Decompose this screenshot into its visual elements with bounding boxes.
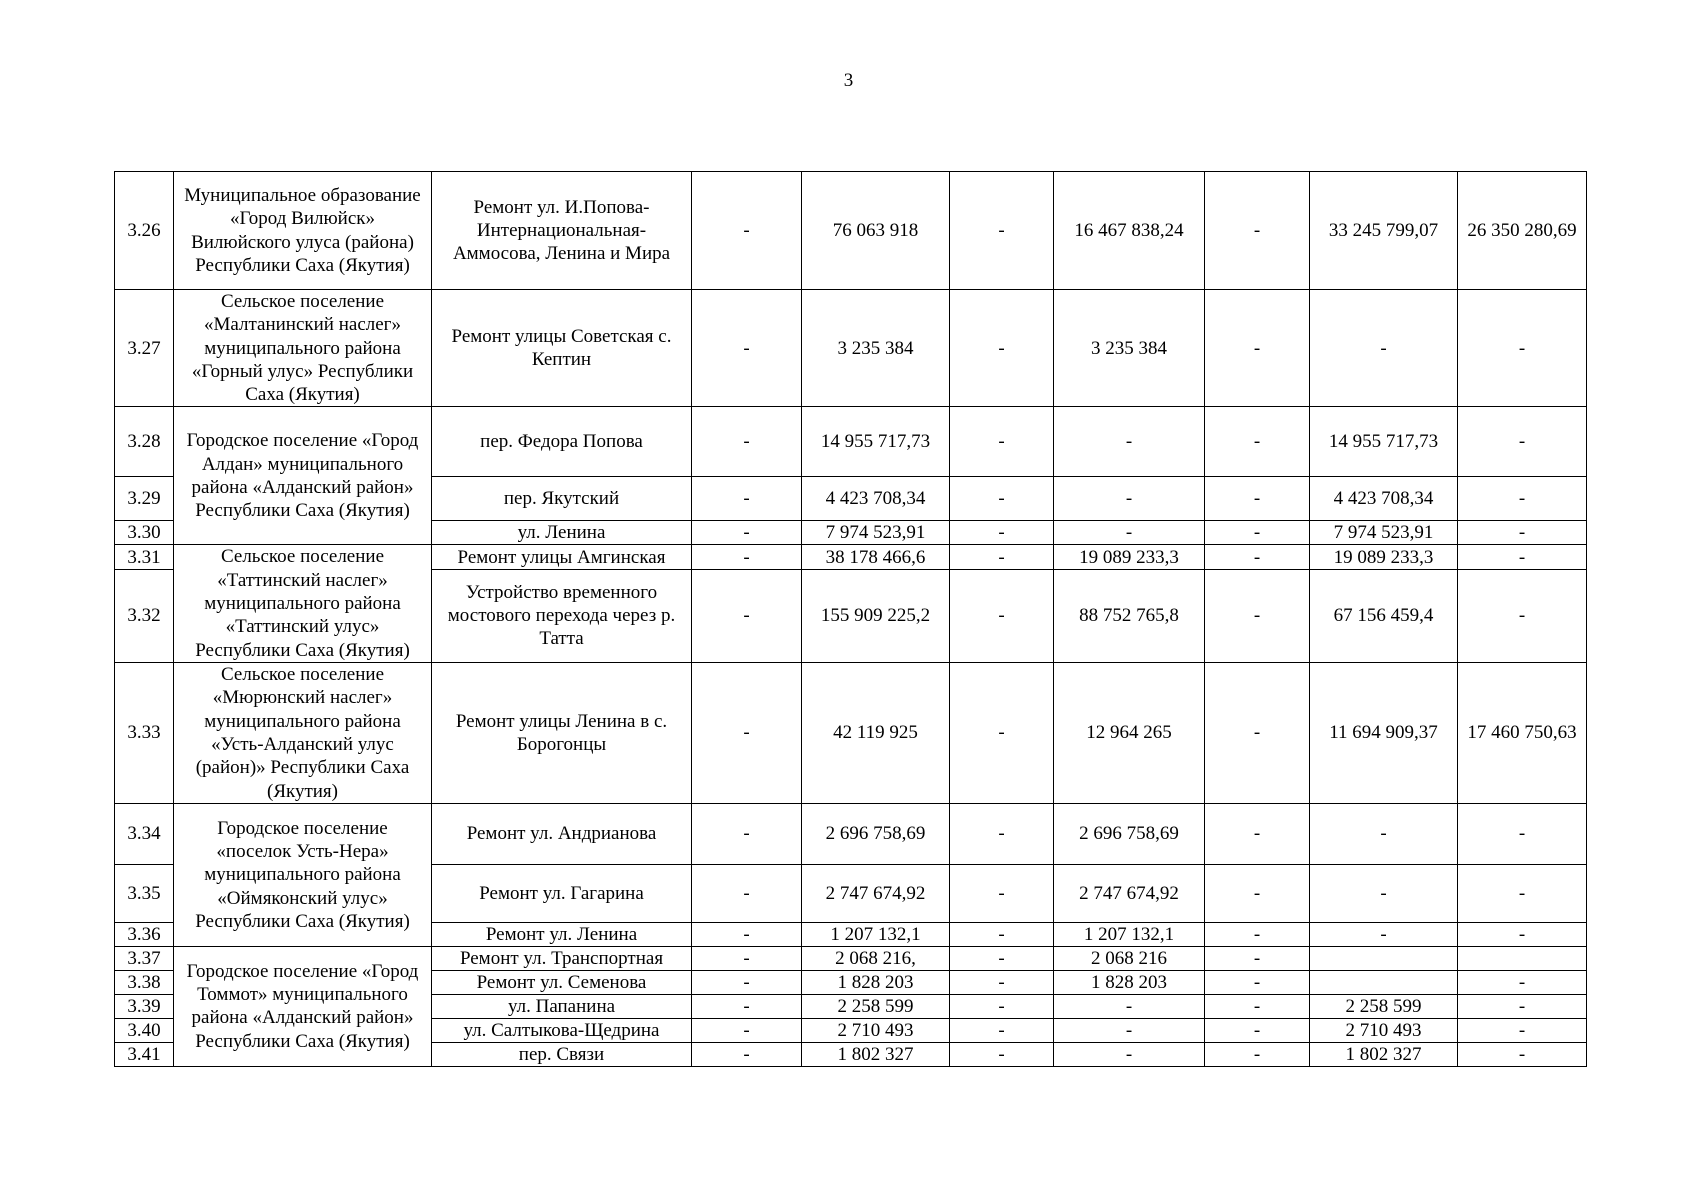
funding-table [114, 171, 1587, 1067]
value-cell: 12 964 265 [1054, 662, 1205, 803]
value-cell: 17 460 750,63 [1458, 662, 1587, 803]
value-cell: - [1458, 569, 1587, 662]
row-number: 3.39 [115, 994, 174, 1018]
value-cell: 16 467 838,24 [1054, 172, 1205, 290]
value-cell: - [1458, 994, 1587, 1018]
value-cell [1310, 946, 1458, 970]
object-cell: Ремонт улицы Амгинская [432, 545, 692, 569]
row-number: 3.34 [115, 803, 174, 864]
row-number: 3.40 [115, 1018, 174, 1042]
value-cell: 1 207 132,1 [802, 922, 950, 946]
value-cell: - [950, 407, 1054, 477]
value-cell: - [692, 922, 802, 946]
value-cell: 1 802 327 [802, 1042, 950, 1066]
object-cell: Ремонт ул. Гагарина [432, 864, 692, 922]
value-cell: - [1205, 521, 1310, 545]
value-cell: - [1458, 1042, 1587, 1066]
value-cell: 2 710 493 [802, 1018, 950, 1042]
page-number: 3 [843, 70, 854, 91]
value-cell: - [1054, 994, 1205, 1018]
value-cell: - [692, 1042, 802, 1066]
object-cell: Ремонт ул. И.Попова-Интернациональная-Аммосова, Ленина и Мира [432, 172, 692, 290]
value-cell: 7 974 523,91 [802, 521, 950, 545]
value-cell: 2 068 216 [1054, 946, 1205, 970]
value-cell: 76 063 918 [802, 172, 950, 290]
value-cell: - [692, 172, 802, 290]
value-cell: 26 350 280,69 [1458, 172, 1587, 290]
value-cell: 2 258 599 [1310, 994, 1458, 1018]
table-row [115, 407, 1587, 477]
value-cell: - [1054, 1018, 1205, 1042]
value-cell: 3 235 384 [802, 290, 950, 407]
value-cell: - [950, 569, 1054, 662]
value-cell: 2 747 674,92 [1054, 864, 1205, 922]
table-row [115, 545, 1587, 569]
value-cell: - [692, 521, 802, 545]
value-cell: 19 089 233,3 [1310, 545, 1458, 569]
value-cell: - [1205, 946, 1310, 970]
value-cell: - [1054, 477, 1205, 521]
value-cell: - [950, 970, 1054, 994]
table-row [115, 803, 1587, 864]
value-cell: 67 156 459,4 [1310, 569, 1458, 662]
object-cell: Устройство временного мостового перехода через р. Татта [432, 569, 692, 662]
value-cell: - [950, 946, 1054, 970]
value-cell: - [1205, 864, 1310, 922]
object-cell: пер. Связи [432, 1042, 692, 1066]
value-cell: 88 752 765,8 [1054, 569, 1205, 662]
value-cell: - [692, 290, 802, 407]
value-cell: 1 828 203 [1054, 970, 1205, 994]
value-cell: - [692, 569, 802, 662]
table-row [115, 290, 1587, 407]
value-cell: 4 423 708,34 [802, 477, 950, 521]
municipality-cell: Городское поселение «Город Томмот» муниципального района «Алданский район» Республики Саха (Якутия) [174, 946, 432, 1066]
value-cell: - [1205, 922, 1310, 946]
value-cell: - [692, 946, 802, 970]
value-cell: - [1458, 290, 1587, 407]
value-cell: 7 974 523,91 [1310, 521, 1458, 545]
value-cell: - [1458, 477, 1587, 521]
value-cell: - [950, 922, 1054, 946]
object-cell: пер. Федора Попова [432, 407, 692, 477]
value-cell: - [1458, 1018, 1587, 1042]
value-cell: - [950, 803, 1054, 864]
value-cell: - [1205, 803, 1310, 864]
object-cell: Ремонт улицы Ленина в с. Борогонцы [432, 662, 692, 803]
value-cell: 38 178 466,6 [802, 545, 950, 569]
row-number: 3.38 [115, 970, 174, 994]
value-cell: 33 245 799,07 [1310, 172, 1458, 290]
value-cell: 14 955 717,73 [802, 407, 950, 477]
object-cell: пер. Якутский [432, 477, 692, 521]
table-row [115, 172, 1587, 290]
object-cell: Ремонт улицы Советская с. Кептин [432, 290, 692, 407]
municipality-cell: Сельское поселение «Мюрюнский наслег» муниципального района «Усть-Алданский улус (район)» Республики Саха (Якутия) [174, 662, 432, 803]
value-cell: - [1205, 407, 1310, 477]
value-cell: - [1205, 569, 1310, 662]
value-cell: - [1310, 864, 1458, 922]
object-cell: Ремонт ул. Транспортная [432, 946, 692, 970]
row-number: 3.28 [115, 407, 174, 477]
value-cell: - [1458, 922, 1587, 946]
value-cell: - [1205, 290, 1310, 407]
value-cell: 3 235 384 [1054, 290, 1205, 407]
value-cell: 2 696 758,69 [1054, 803, 1205, 864]
value-cell: - [1205, 545, 1310, 569]
value-cell: - [692, 1018, 802, 1042]
value-cell: - [1458, 545, 1587, 569]
value-cell: - [1054, 407, 1205, 477]
municipality-cell: Городское поселение «поселок Усть-Нера» муниципального района «Оймяконский улус» Республики Саха (Якутия) [174, 803, 432, 946]
value-cell: 19 089 233,3 [1054, 545, 1205, 569]
row-number: 3.41 [115, 1042, 174, 1066]
municipality-cell: Муниципальное образование «Город Вилюйск» Вилюйского улуса (района) Республики Саха (Якутия) [174, 172, 432, 290]
value-cell: - [1205, 970, 1310, 994]
value-cell: - [692, 477, 802, 521]
value-cell: 42 119 925 [802, 662, 950, 803]
value-cell: - [692, 407, 802, 477]
value-cell: - [1458, 970, 1587, 994]
municipality-cell: Городское поселение «Город Алдан» муниципального района «Алданский район» Республики Саха (Якутия) [174, 407, 432, 545]
value-cell: - [950, 662, 1054, 803]
row-number: 3.33 [115, 662, 174, 803]
value-cell: - [1458, 803, 1587, 864]
value-cell: 14 955 717,73 [1310, 407, 1458, 477]
value-cell: - [950, 172, 1054, 290]
object-cell: Ремонт ул. Ленина [432, 922, 692, 946]
row-number: 3.27 [115, 290, 174, 407]
value-cell: - [1458, 864, 1587, 922]
table-row [115, 662, 1587, 803]
value-cell: - [1310, 803, 1458, 864]
value-cell: 11 694 909,37 [1310, 662, 1458, 803]
row-number: 3.29 [115, 477, 174, 521]
value-cell: - [950, 1018, 1054, 1042]
value-cell: 2 068 216, [802, 946, 950, 970]
value-cell: - [1458, 521, 1587, 545]
row-number: 3.30 [115, 521, 174, 545]
row-number: 3.26 [115, 172, 174, 290]
value-cell: 1 207 132,1 [1054, 922, 1205, 946]
value-cell: 1 828 203 [802, 970, 950, 994]
value-cell: - [950, 290, 1054, 407]
value-cell: - [1054, 521, 1205, 545]
object-cell: ул. Салтыкова-Щедрина [432, 1018, 692, 1042]
value-cell: - [950, 994, 1054, 1018]
value-cell: - [692, 545, 802, 569]
value-cell: 155 909 225,2 [802, 569, 950, 662]
value-cell: 2 696 758,69 [802, 803, 950, 864]
value-cell: - [1205, 662, 1310, 803]
value-cell: - [950, 521, 1054, 545]
value-cell: 2 747 674,92 [802, 864, 950, 922]
object-cell: Ремонт ул. Андрианова [432, 803, 692, 864]
value-cell: 2 710 493 [1310, 1018, 1458, 1042]
value-cell: - [950, 1042, 1054, 1066]
value-cell: - [1310, 922, 1458, 946]
object-cell: Ремонт ул. Семенова [432, 970, 692, 994]
row-number: 3.36 [115, 922, 174, 946]
value-cell: - [692, 970, 802, 994]
object-cell: ул. Папанина [432, 994, 692, 1018]
value-cell: - [1054, 1042, 1205, 1066]
value-cell: - [950, 864, 1054, 922]
value-cell: - [1205, 994, 1310, 1018]
value-cell: 1 802 327 [1310, 1042, 1458, 1066]
value-cell: - [1310, 290, 1458, 407]
value-cell: - [692, 994, 802, 1018]
row-number: 3.32 [115, 569, 174, 662]
value-cell: - [1205, 1018, 1310, 1042]
value-cell: - [950, 545, 1054, 569]
value-cell: - [1205, 477, 1310, 521]
value-cell: - [692, 803, 802, 864]
value-cell: - [1205, 1042, 1310, 1066]
value-cell: 4 423 708,34 [1310, 477, 1458, 521]
table-row [115, 946, 1587, 970]
object-cell: ул. Ленина [432, 521, 692, 545]
value-cell [1310, 970, 1458, 994]
municipality-cell: Сельское поселение «Малтанинский наслег» муниципального района «Горный улус» Республики Саха (Якутия) [174, 290, 432, 407]
value-cell: - [1458, 407, 1587, 477]
municipality-cell: Сельское поселение «Таттинский наслег» муниципального района «Таттинский улус» Республики Саха (Якутия) [174, 545, 432, 662]
value-cell: - [692, 662, 802, 803]
value-cell [1458, 946, 1587, 970]
row-number: 3.35 [115, 864, 174, 922]
value-cell: 2 258 599 [802, 994, 950, 1018]
value-cell: - [1205, 172, 1310, 290]
value-cell: - [692, 864, 802, 922]
value-cell: - [950, 477, 1054, 521]
row-number: 3.31 [115, 545, 174, 569]
row-number: 3.37 [115, 946, 174, 970]
